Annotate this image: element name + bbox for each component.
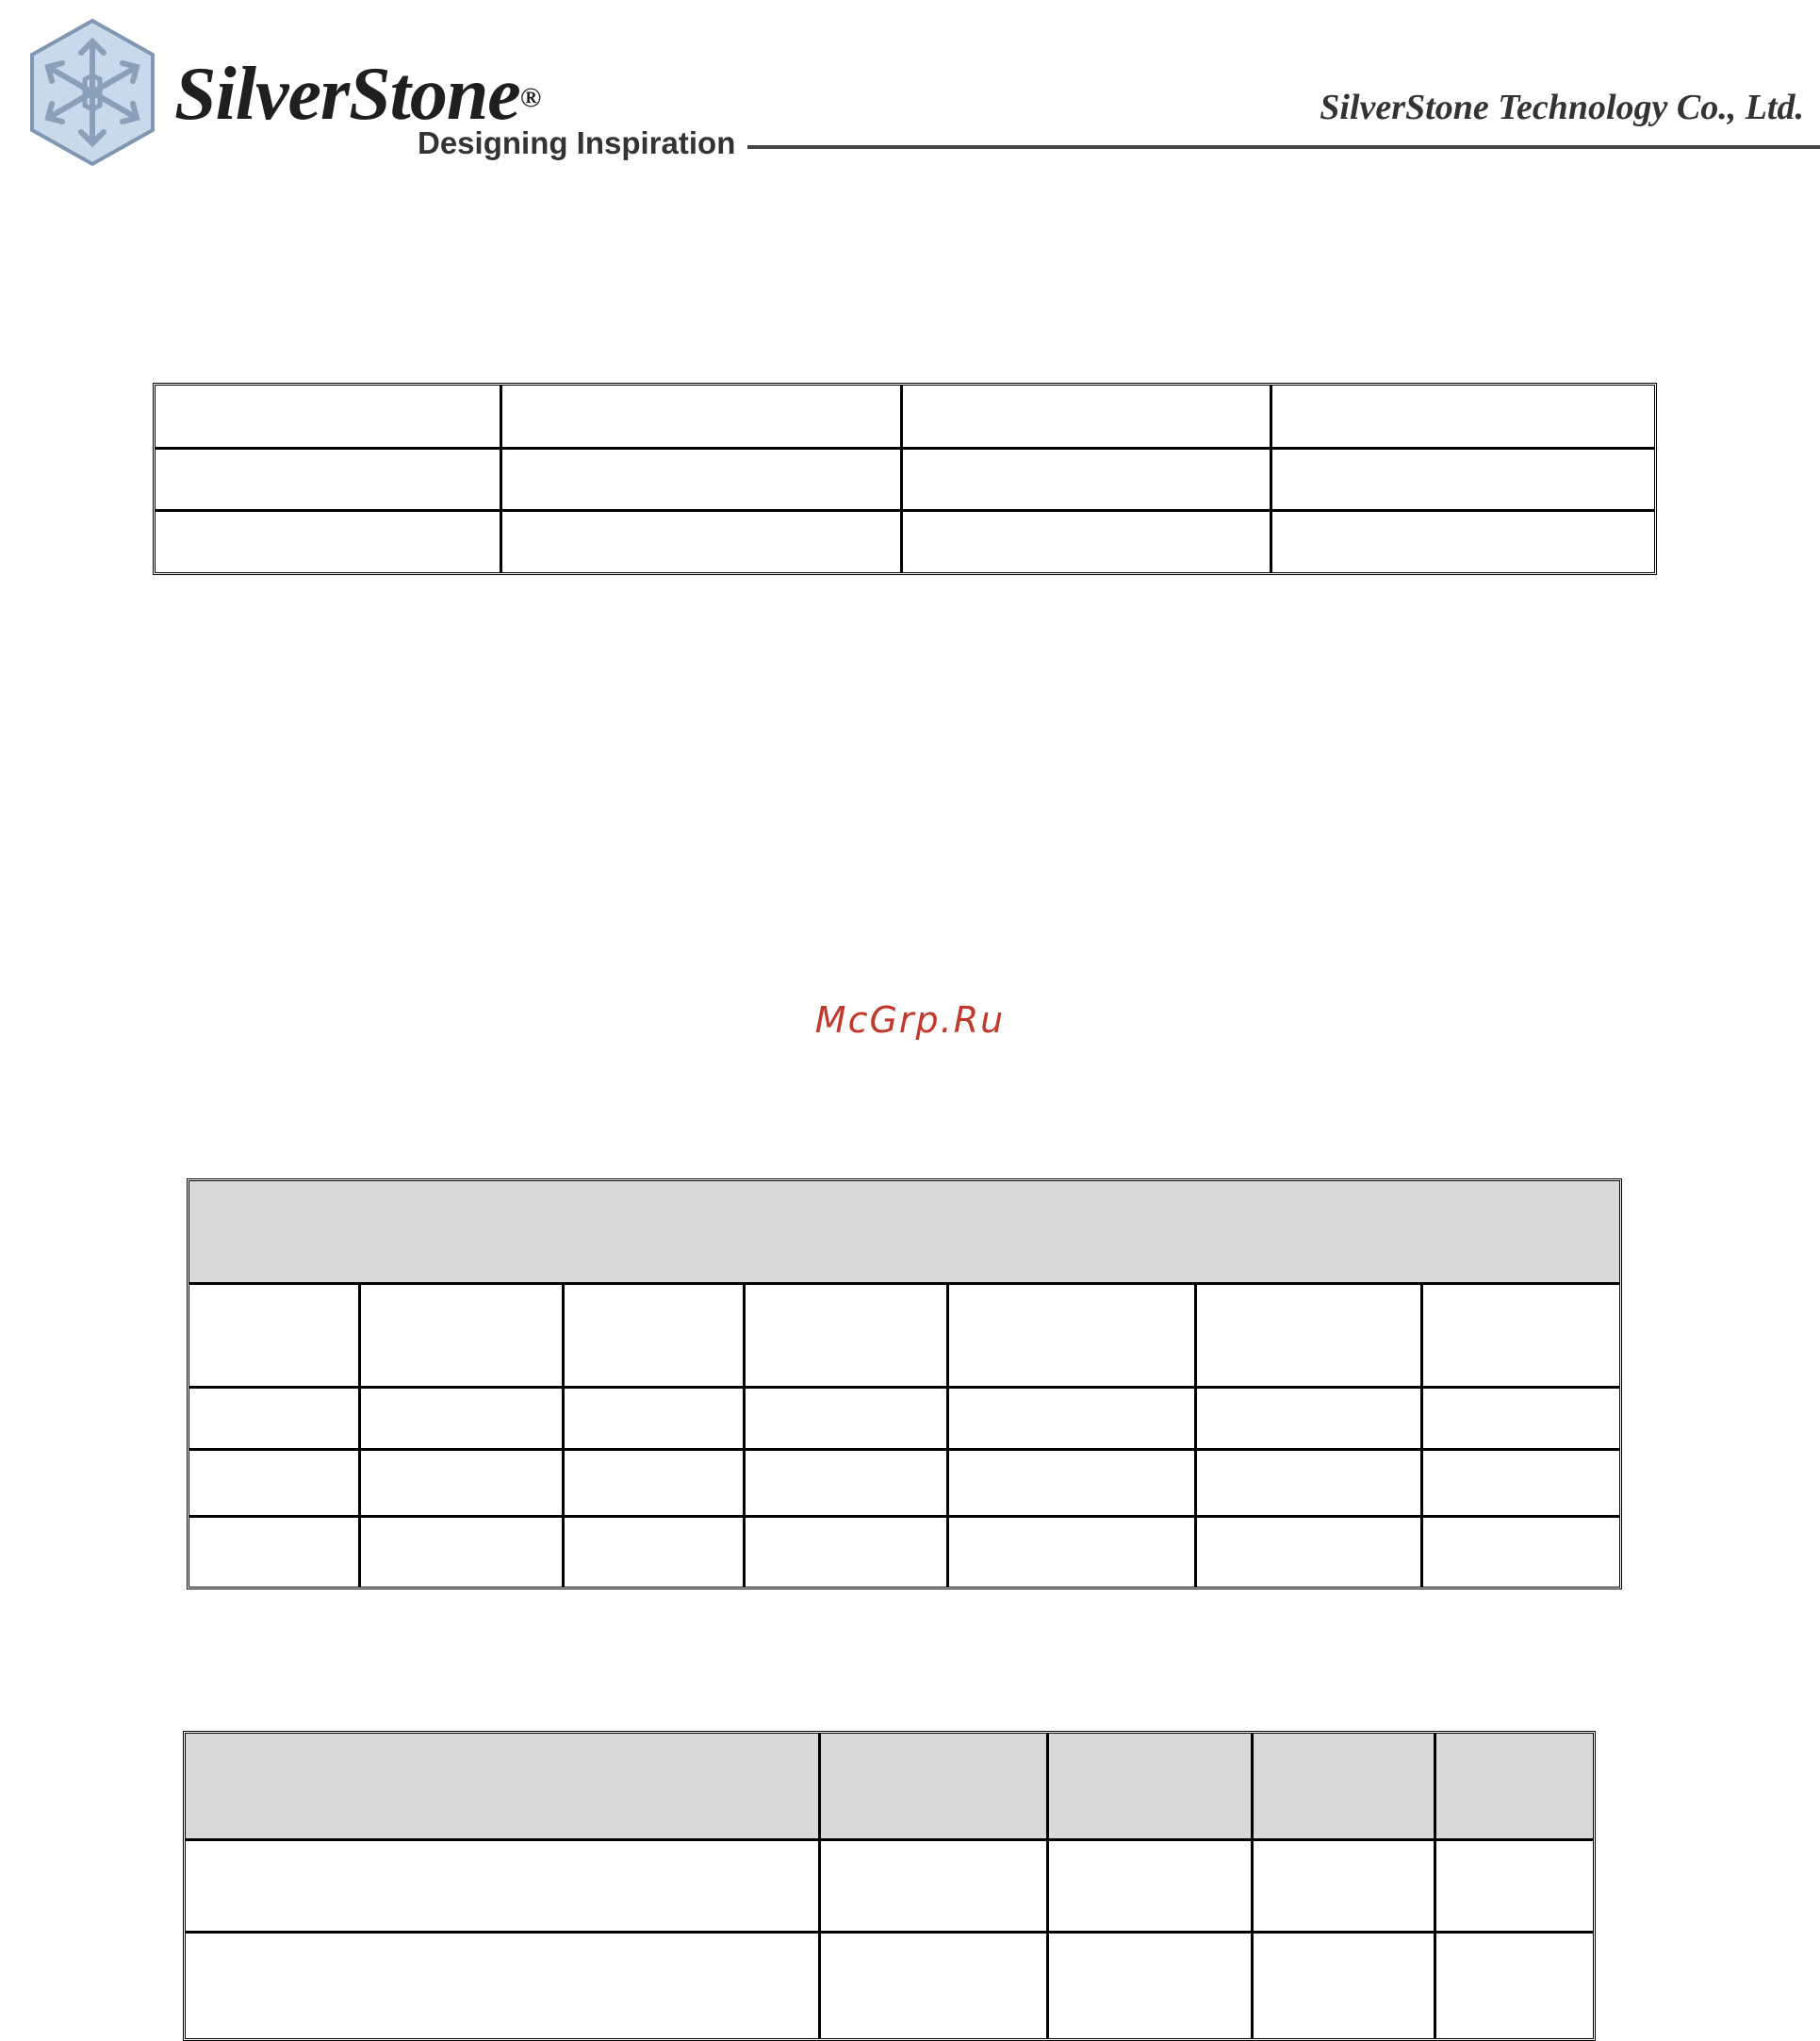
table-cell: [1272, 512, 1654, 572]
table-cell: [186, 1934, 821, 2038]
table-header-cell: [361, 1285, 565, 1389]
table-cell: [949, 1389, 1197, 1451]
table-cell: [565, 1389, 746, 1451]
table-cell: [903, 386, 1272, 450]
table-header-cell: [1049, 1734, 1254, 1841]
table-cell: [746, 1389, 949, 1451]
snowflake-hexagon-icon: [26, 17, 158, 168]
table-header-cell: [189, 1285, 361, 1389]
table-header-cell: [821, 1734, 1049, 1841]
table-cell: [565, 1518, 746, 1587]
table-header-cell: [565, 1285, 746, 1389]
table-cell: [156, 386, 502, 450]
table-row: [186, 1841, 1593, 1934]
table-cell: [1254, 1841, 1436, 1934]
spec-table-2: [187, 1178, 1622, 1589]
table-header-cell: [1197, 1285, 1423, 1389]
table-header-row: [189, 1285, 1619, 1389]
brand-name-text: SilverStone: [174, 53, 520, 136]
table-header-cell: [1423, 1285, 1619, 1389]
watermark-text: McGrp.Ru: [814, 999, 1006, 1041]
brand-tagline: Designing Inspiration: [418, 125, 736, 160]
table-cell: [903, 512, 1272, 572]
company-name: SilverStone Technology Co., Ltd.: [1320, 88, 1804, 127]
spec-table-3: [183, 1731, 1596, 2041]
table-cell: [565, 1451, 746, 1518]
table-header-cell: [186, 1734, 821, 1841]
table-cell: [1423, 1518, 1619, 1587]
table-cell: [821, 1934, 1049, 2038]
table-row: [156, 512, 1654, 572]
table-cell: [361, 1451, 565, 1518]
table-cell: [746, 1518, 949, 1587]
table-title-cell: [189, 1181, 1619, 1285]
table-header-cell: [949, 1285, 1197, 1389]
table-row: [186, 1934, 1593, 2038]
table-cell: [502, 386, 903, 450]
registered-mark: ®: [519, 82, 541, 113]
table-cell: [189, 1451, 361, 1518]
table-row: [189, 1518, 1619, 1587]
table-cell: [1272, 386, 1654, 450]
table-header-cell: [1436, 1734, 1593, 1841]
table-cell: [1197, 1451, 1423, 1518]
table-cell: [1423, 1451, 1619, 1518]
table-header-row: [186, 1734, 1593, 1841]
table-title-row: [189, 1181, 1619, 1285]
table-cell: [1436, 1841, 1593, 1934]
table-row: [156, 386, 1654, 450]
table-cell: [1197, 1389, 1423, 1451]
table-cell: [186, 1841, 821, 1934]
table-cell: [1197, 1518, 1423, 1587]
table-cell: [1272, 450, 1654, 512]
table-cell: [1049, 1934, 1254, 2038]
table-cell: [189, 1518, 361, 1587]
table-cell: [156, 512, 502, 572]
table-cell: [189, 1389, 361, 1451]
table-cell: [949, 1518, 1197, 1587]
table-cell: [949, 1451, 1197, 1518]
table-row: [156, 450, 1654, 512]
table-cell: [821, 1841, 1049, 1934]
table-row: [189, 1389, 1619, 1451]
table-cell: [361, 1518, 565, 1587]
spec-table-1: [153, 383, 1657, 575]
table-cell: [361, 1389, 565, 1451]
table-cell: [156, 450, 502, 512]
table-header-cell: [1254, 1734, 1436, 1841]
table-cell: [1254, 1934, 1436, 2038]
brand-name: [174, 53, 541, 136]
table-cell: [502, 512, 903, 572]
table-cell: [903, 450, 1272, 512]
table-cell: [1436, 1934, 1593, 2038]
table-row: [189, 1451, 1619, 1518]
table-cell: [502, 450, 903, 512]
table-cell: [1423, 1389, 1619, 1451]
header-divider: [747, 145, 1820, 149]
table-cell: [746, 1451, 949, 1518]
table-cell: [1049, 1841, 1254, 1934]
table-header-cell: [746, 1285, 949, 1389]
